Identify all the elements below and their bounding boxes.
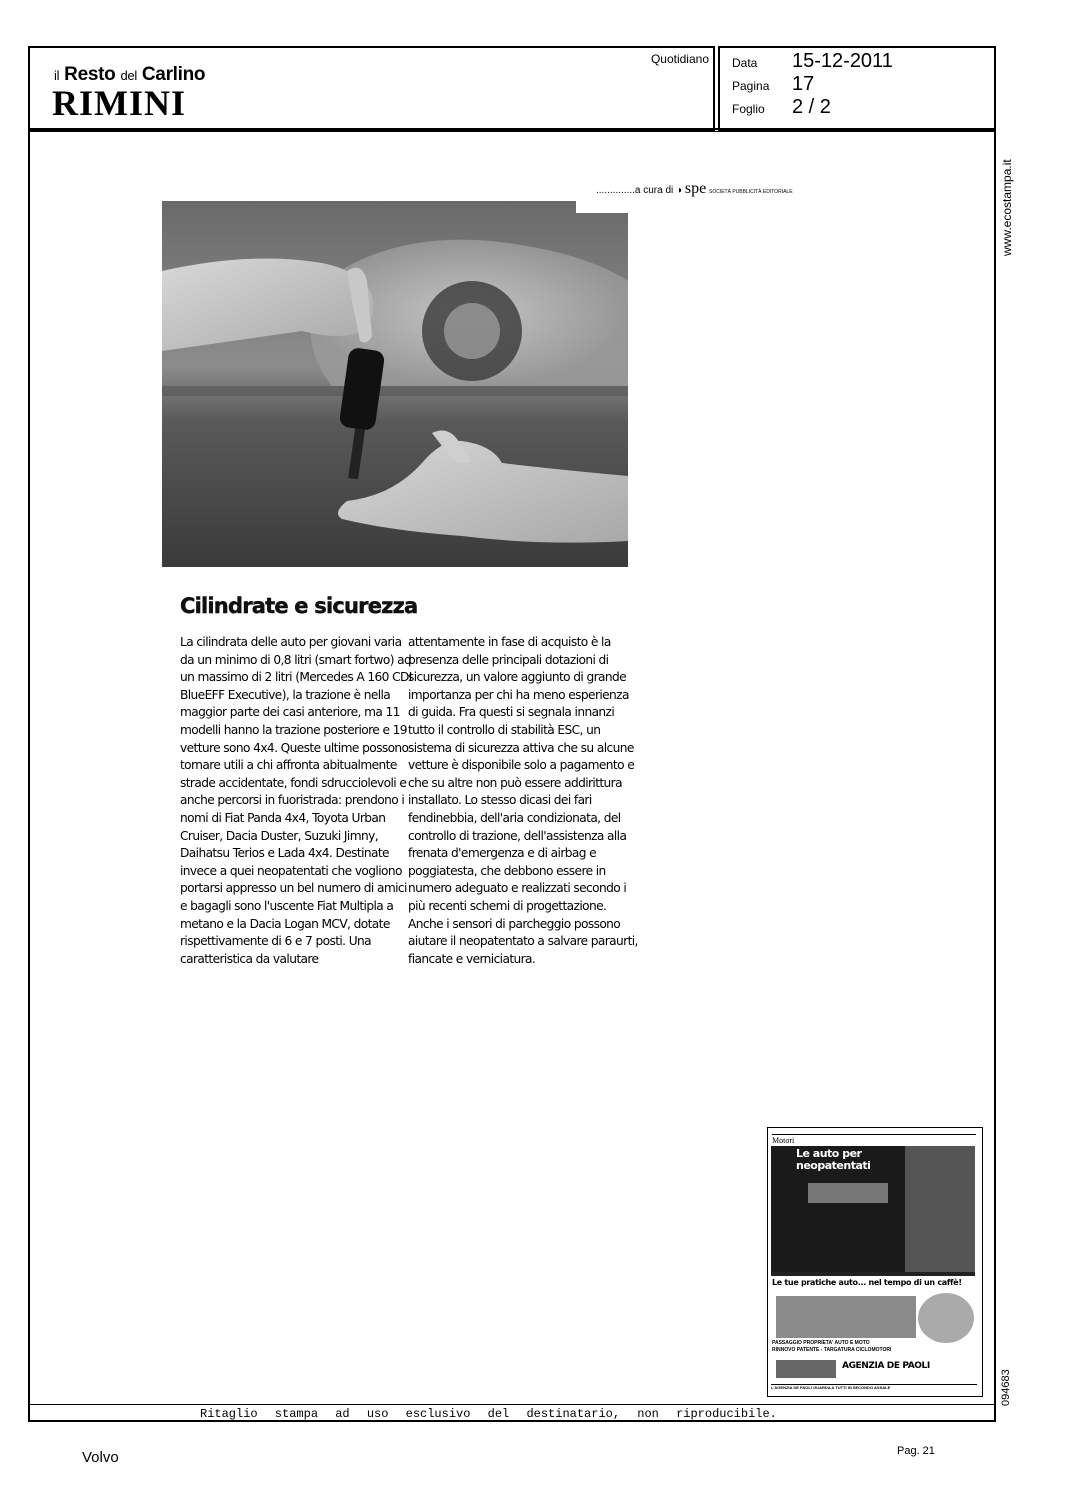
thumb-ad-footer: L'AGENZIA DE PAOLI GUARDA A TUTTI IN SECONDO ASSALE <box>771 1384 977 1395</box>
article-column-1: La cilindrata delle auto per giovani varia da un minimo di 0,8 litri (smart fortwo) ad un massimo di 2 litri (Mercedes A 160 CDI BlueEFF Executive), la trazione è nella maggior parte dei casi anteriore, ma 11 modelli hanno la trazione posteriore e 19 vetture sono 4x4. Queste ultime possono tornare utili a chi affronta abitualmente strade accidentate, fondi sdrucciolevoli e anche percorsi in fuoristrada: prendono i nomi di Fiat Panda 4x4, Toyota Urban Cruiser, Dacia Duster, Suzuki Jimny, Daihatsu Terios e Lada 4x4. Destinate invece a quei neopatentati che vogliono portarsi appresso un bel numero di amici e bagagli sono l'uscente Fiat Multipla a metano e la Dacia Logan MCV, dotate rispettivamente di 6 e 7 posti. Una caratteristica da valutare <box>180 635 412 966</box>
publication-type: Quotidiano <box>650 52 709 66</box>
date-value: 15-12-2011 <box>792 50 893 72</box>
thumb-headline: Le auto per neopatentati <box>796 1147 871 1172</box>
meta-box <box>718 46 996 132</box>
thumb-ad-line2: RINNOVO PATENTE - TARGATURA CICLOMOTORI <box>772 1347 892 1353</box>
date-label: Data <box>732 56 758 70</box>
page-thumbnail <box>767 1127 983 1397</box>
masthead-city: RIMINI <box>52 83 187 123</box>
page-value: 17 <box>792 73 815 95</box>
side-code: 094683 <box>1000 1369 1012 1406</box>
thumb-ad-line1: PASSAGGIO PROPRIETA' AUTO E MOTO <box>772 1340 870 1346</box>
page-number: Pag. 21 <box>897 1445 935 1457</box>
disclaimer: Ritaglio stampa ad uso esclusivo del destinatario, non riproducibile. <box>200 1407 777 1421</box>
thumb-section: Motori <box>772 1136 795 1145</box>
thumb-ad-headline: Le tue pratiche auto... nel tempo di un caffè! <box>772 1278 962 1287</box>
client-name: Volvo <box>82 1449 119 1466</box>
masthead-box <box>28 46 715 132</box>
car-key-photo-icon <box>162 201 628 567</box>
sheet-label: Foglio <box>732 102 765 116</box>
agency-credit: ..............a cura di ◑ spe SOCIETÀ PUBBLICITÀ EDITORIALE <box>596 180 793 197</box>
thumb-ad-brand: AGENZIA DE PAOLI <box>842 1361 930 1371</box>
car-key-photo <box>162 201 628 567</box>
side-url: www.ecostampa.it <box>1000 159 1014 256</box>
page-label: Pagina <box>732 79 770 93</box>
spe-logo-icon: ◑ <box>676 185 683 196</box>
article-column-2: attentamente in fase di acquisto è la presenza delle principali dotazioni di sicurezza, un valore aggiunto di grande importanza per chi ha meno esperienza di guida. Fra questi si segnala innanzi tutto il controllo di stabilità ESC, un sistema di sicurezza attiva che su alcune vetture è disponibile solo a pagamento e che su altre non può essere addirittura installato. Lo stesso dicasi dei fari fendinebbia, dell'aria condizionata, del controllo di trazione, dell'assistenza alla frenata d'emergenza e di airbag e poggiatesta, che debbono essere in numero adeguato e realizzati secondo i più recenti schemi di progettazione. Anche i sensori di parcheggio possono aiutare il neopatentato a salvare paraurti, fiancate e verniciatura. <box>408 635 638 966</box>
sheet-value: 2 / 2 <box>792 96 831 118</box>
frame-bottom-rule <box>28 1404 994 1405</box>
masthead-name: il Resto del Carlino <box>54 64 206 85</box>
article-title: Cilindrate e sicurezza <box>180 594 418 618</box>
